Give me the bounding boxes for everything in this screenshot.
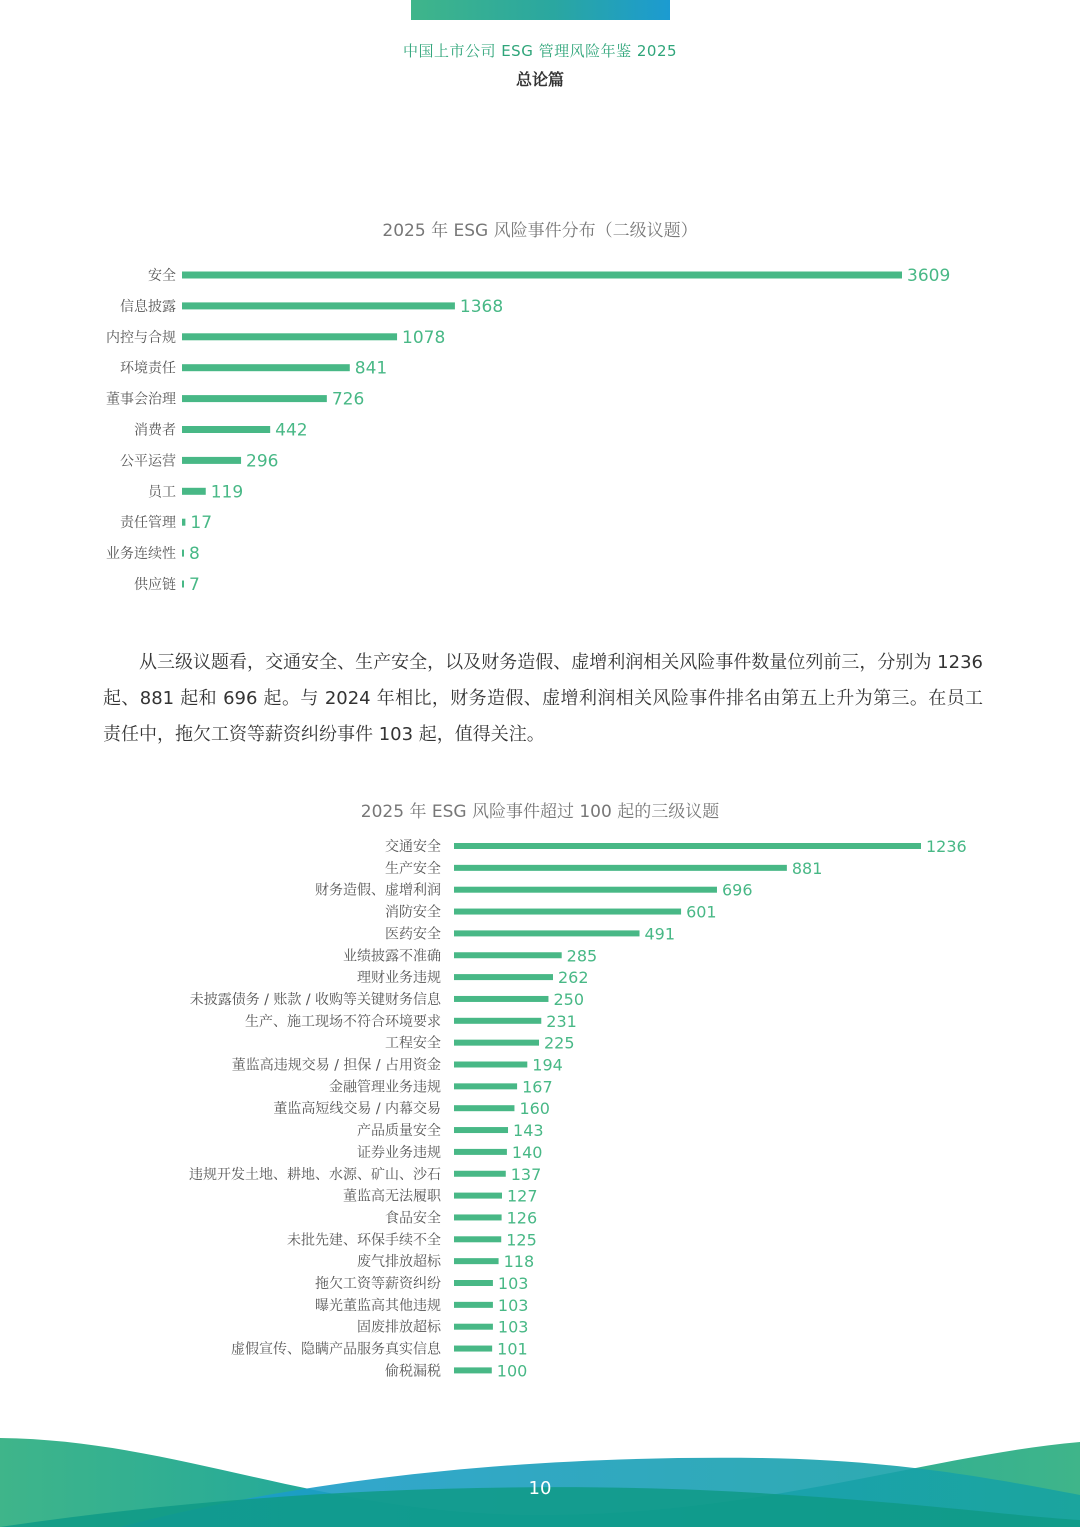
chart2-category-label: 财务造假、虚增利润 <box>315 882 441 899</box>
chart2-bar <box>454 996 548 1002</box>
chart1-bar <box>182 488 206 495</box>
chart2-category-label: 董监高无法履职 <box>343 1188 441 1205</box>
chart1-category-label: 安全 <box>148 268 176 284</box>
chart2-category-label: 业绩披露不准确 <box>343 948 441 965</box>
chart2-category-label: 未批先建、环保手续不全 <box>287 1232 441 1249</box>
chart2-value-label: 1236 <box>926 837 967 856</box>
chart2-category-label: 金融管理业务违规 <box>329 1079 441 1096</box>
chart2-category-label: 拖欠工资等薪资纠纷 <box>315 1276 441 1292</box>
chart2-value-label: 262 <box>557 968 589 988</box>
chart1-bar <box>182 426 270 433</box>
chart1-category-label: 业务连续性 <box>106 546 176 563</box>
chart1-category-label: 责任管理 <box>120 515 176 532</box>
chart2-value-label: 137 <box>510 1164 542 1184</box>
chart2-bar <box>454 974 553 980</box>
chart1-category-label: 消费者 <box>134 422 176 439</box>
chart2-value-label: 143 <box>513 1121 544 1141</box>
chart1-bar <box>182 395 327 402</box>
body-paragraph: 从三级议题看，交通安全、生产安全，以及财务造假、虚增利润相关风险事件数量位列前三，分别为 1236 起、881 起和 696 起。与 2024 年相比，财务造假、虚增利润相关风险事件排名由第五上升为第三。在员工责任中，拖欠工资等薪资纠纷事件 103 起，值得关注。 <box>103 652 983 745</box>
chart2-value-label: 696 <box>721 880 753 900</box>
chart2-bar <box>454 930 640 936</box>
chart2-title: 2025 年 ESG 风险事件超过 100 起的三级议题 <box>360 802 720 822</box>
chart1-category-label: 环境责任 <box>120 360 176 377</box>
section-title: 总论篇 <box>515 70 564 89</box>
chart2-value-label: 103 <box>497 1274 529 1293</box>
chart2-value-label: 285 <box>566 946 598 966</box>
chart1-value-label: 442 <box>275 420 308 441</box>
chart1-value-label: 841 <box>354 358 388 379</box>
chart2-category-label: 虚假宣传、隐瞒产品服务真实信息 <box>231 1341 441 1358</box>
chart2-bar <box>454 1236 501 1242</box>
chart2-bar <box>454 843 921 849</box>
chart2-category-label: 违规开发土地、耕地、水源、矿山、沙石 <box>189 1166 441 1183</box>
chart2-bar <box>454 909 681 915</box>
chart1-bar <box>182 272 902 279</box>
chart2-value-label: 491 <box>644 924 676 944</box>
chart2-bar <box>454 1193 502 1199</box>
chart2-category-label: 工程安全 <box>385 1035 441 1052</box>
chart2-category-label: 董监高违规交易 / 担保 / 占用资金 <box>231 1057 441 1074</box>
chart1-bar <box>182 581 184 588</box>
chart1-category-label: 员工 <box>148 484 176 501</box>
chart1-bar <box>182 302 455 309</box>
chart2-category-label: 生产、施工现场不符合环境要求 <box>245 1013 441 1030</box>
chart1-category-label: 董事会治理 <box>106 391 176 408</box>
chart2-value-label: 601 <box>686 902 717 922</box>
chart2-value-label: 881 <box>791 858 823 878</box>
chart2-category-label: 食品安全 <box>385 1210 441 1227</box>
chart2-value-label: 194 <box>532 1055 563 1075</box>
chart1-value-label: 1368 <box>459 296 504 317</box>
chart1-category-label: 公平运营 <box>120 453 176 470</box>
chart2-category-label: 曝光董监高其他违规 <box>315 1297 441 1314</box>
chart2-bar <box>454 1280 493 1286</box>
chart1-bar <box>182 364 350 371</box>
chart2-bar <box>454 1346 492 1352</box>
chart2-category-label: 消防安全 <box>385 904 441 921</box>
chart1-category-label: 供应链 <box>134 577 176 593</box>
chart2-bar <box>454 1149 507 1155</box>
chart2-category-label: 交通安全 <box>385 839 441 855</box>
chart2-value-label: 140 <box>511 1142 543 1162</box>
chart2-value-label: 101 <box>497 1339 528 1359</box>
chart2-category-label: 证券业务违规 <box>357 1144 441 1161</box>
chart2-bar <box>454 1324 493 1330</box>
chart2-category-label: 固废排放超标 <box>357 1319 441 1336</box>
chart2-bar <box>454 1302 493 1308</box>
chart2-value-label: 250 <box>553 989 585 1009</box>
chart1-secondary-topics <box>0 260 1080 600</box>
chart2-category-label: 产品质量安全 <box>357 1123 441 1140</box>
chart2-value-label: 103 <box>497 1295 529 1315</box>
chart2-bar <box>454 1214 502 1220</box>
chart2-bar <box>454 1127 508 1133</box>
chart2-value-label: 126 <box>506 1208 538 1228</box>
chart2-bar <box>454 1171 506 1177</box>
chart1-bar <box>182 550 184 557</box>
chart2-bar <box>454 865 787 871</box>
chart2-bar <box>454 952 562 958</box>
footer-wave <box>0 1420 1080 1527</box>
chart2-value-label: 127 <box>506 1186 538 1206</box>
chart1-value-label: 8 <box>189 544 200 565</box>
chart2-tertiary-topics <box>0 835 1080 1395</box>
chart2-category-label: 理财业务违规 <box>357 970 441 987</box>
chart2-bar <box>454 1105 514 1111</box>
chart2-bar <box>454 1083 517 1089</box>
chart1-value-label: 119 <box>210 482 244 503</box>
document-title: 中国上市公司 ESG 管理风险年鉴 2025 <box>402 42 678 60</box>
chart1-value-label: 1078 <box>402 327 446 348</box>
chart2-value-label: 103 <box>497 1317 529 1337</box>
chart2-category-label: 生产安全 <box>385 860 441 877</box>
chart2-value-label: 118 <box>503 1252 535 1272</box>
chart2-bar <box>454 1258 499 1264</box>
chart1-value-label: 726 <box>331 389 365 410</box>
chart2-value-label: 100 <box>496 1361 528 1381</box>
chart2-category-label: 医药安全 <box>385 926 441 943</box>
chart2-bar <box>454 887 717 893</box>
header-accent-bar <box>411 0 670 20</box>
chart2-bar <box>454 1018 541 1024</box>
chart2-value-label: 231 <box>546 1011 577 1031</box>
chart1-value-label: 17 <box>190 513 213 534</box>
chart1-value-label: 296 <box>246 451 279 472</box>
chart2-bar <box>454 1040 539 1046</box>
chart2-value-label: 160 <box>519 1099 550 1119</box>
chart2-category-label: 偷税漏税 <box>385 1363 441 1380</box>
chart2-category-label: 未披露债务 / 账款 / 收购等关键财务信息 <box>189 991 441 1008</box>
chart2-bar <box>454 1062 527 1068</box>
chart1-category-label: 内控与合规 <box>106 329 176 346</box>
chart2-value-label: 125 <box>506 1230 537 1250</box>
chart2-category-label: 废气排放超标 <box>357 1254 441 1271</box>
page-number: 10 <box>528 1478 552 1499</box>
chart1-bar <box>182 457 241 464</box>
chart2-category-label: 董监高短线交易 / 内幕交易 <box>273 1101 441 1118</box>
chart1-title: 2025 年 ESG 风险事件分布（二级议题） <box>382 221 698 241</box>
chart1-category-label: 信息披露 <box>120 298 176 315</box>
chart1-value-label: 3609 <box>907 266 951 286</box>
chart2-bar <box>454 1367 492 1373</box>
chart1-bar <box>182 333 397 340</box>
chart1-bar <box>182 519 185 526</box>
chart1-value-label: 7 <box>189 575 200 595</box>
chart2-value-label: 225 <box>544 1033 575 1053</box>
chart2-value-label: 167 <box>522 1077 553 1097</box>
